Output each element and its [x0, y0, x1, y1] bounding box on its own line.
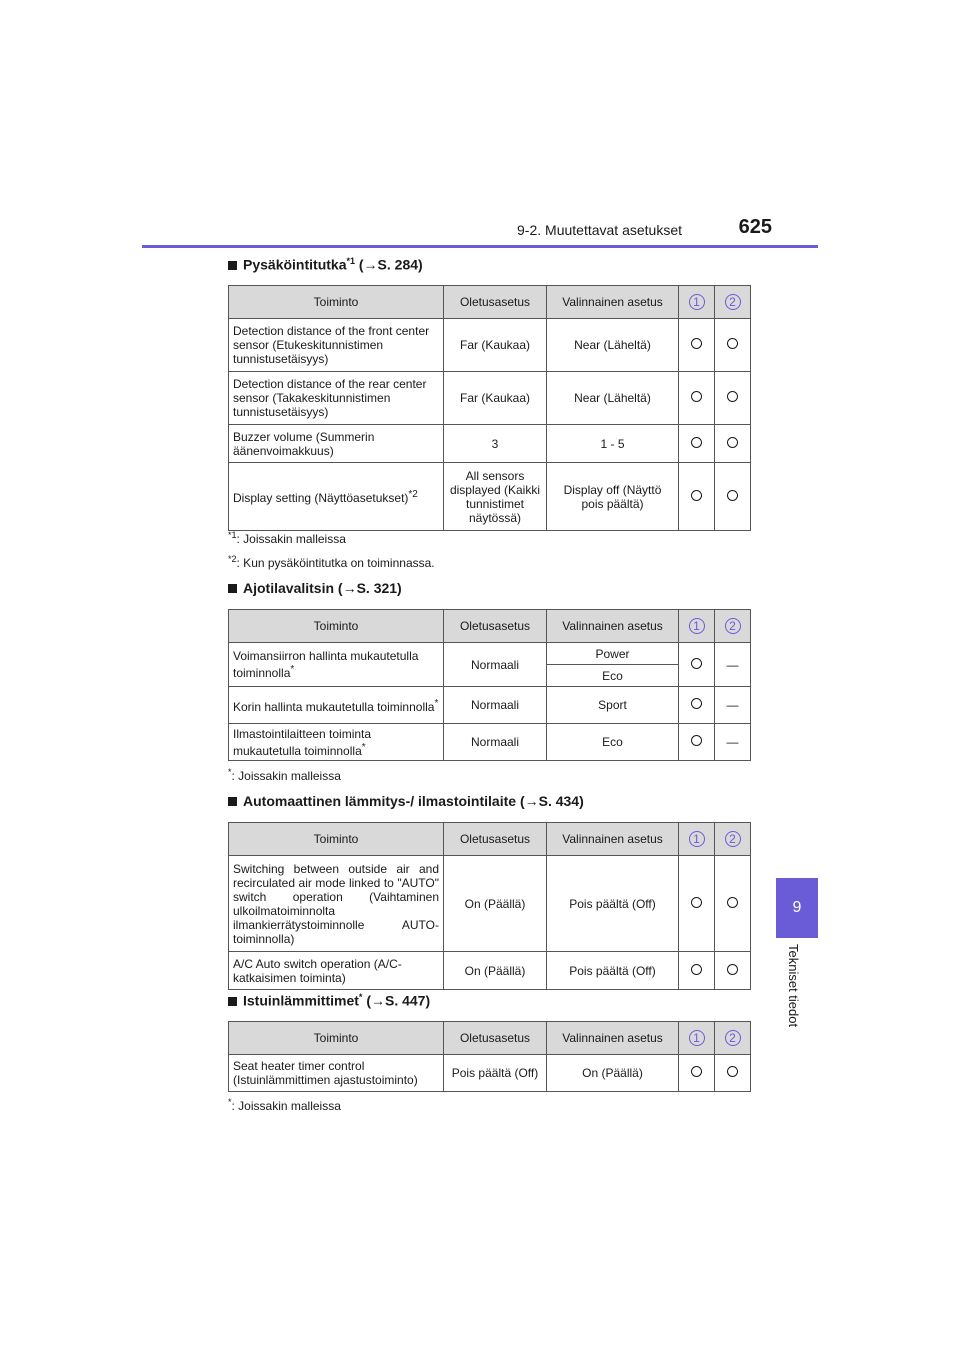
section-heading-drive-mode: Ajotilavalitsin (→S. 321): [228, 580, 402, 596]
square-bullet-icon: [228, 797, 237, 806]
column-1-badge: 1: [689, 618, 705, 634]
footnote: $^{*1}$: Joissakin malleissa: [228, 530, 346, 546]
ring-icon: [715, 856, 751, 952]
square-bullet-icon: [228, 997, 237, 1006]
table-header: Toiminto Oletusasetus Valinnainen asetus 1 2: [229, 286, 751, 319]
footnote: *: Joissakin malleissa: [228, 767, 341, 783]
table-row: A/C Auto switch operation (A/C-katkaisimen toiminta) On (Päällä) Pois päältä (Off): [229, 952, 751, 990]
footnote: *: Joissakin malleissa: [228, 1097, 341, 1113]
ring-icon: [679, 724, 715, 761]
ring-icon: [679, 856, 715, 952]
table-row: Ilmastointilaitteen toiminta mukautetulla toiminnolla* Normaali Eco —: [229, 724, 751, 761]
square-bullet-icon: [228, 261, 237, 270]
square-bullet-icon: [228, 584, 237, 593]
ring-icon: [679, 643, 715, 687]
page-number: 625: [738, 216, 772, 238]
ring-icon: [679, 425, 715, 463]
column-2-badge: 2: [725, 294, 741, 310]
ring-icon: [679, 1055, 715, 1092]
ring-icon: [679, 319, 715, 372]
chapter-tab: 9: [776, 878, 818, 938]
header-rule: [142, 245, 818, 248]
table-header: Toiminto Oletusasetus Valinnainen asetus 1 2: [229, 610, 751, 643]
ring-icon: [679, 687, 715, 724]
table-header: Toiminto Oletusasetus Valinnainen asetus 1 2: [229, 823, 751, 856]
table-row: Detection distance of the rear center sensor (Takakeskitunnistimen tunnistusetäisyys) Far (Kaukaa) Near (Läheltä): [229, 372, 751, 425]
table-header: Toiminto Oletusasetus Valinnainen asetus 1 2: [229, 1022, 751, 1055]
ring-icon: [715, 463, 751, 531]
table-seat-heaters: [228, 1021, 751, 1092]
ring-icon: [715, 425, 751, 463]
ring-icon: [715, 1055, 751, 1092]
table-row: Korin hallinta mukautetulla toiminnolla* Normaali Sport —: [229, 687, 751, 724]
section-title: 9-2. Muutettavat asetukset: [517, 222, 682, 238]
table-row: Switching between outside air and recirculated air mode linked to "AUTO" switch operation (Vaihtaminen ulkoilmatoiminnolta ilmankierrätystoiminnolle AUTO-toiminnolla) On (Päällä) Pois päältä (Off): [229, 856, 751, 952]
footnote: $^{*2}$: Kun pysäköintitutka on toiminnassa.: [228, 554, 435, 570]
column-1-badge: 1: [689, 831, 705, 847]
column-2-badge: 2: [725, 831, 741, 847]
table-row: Voimansiirron hallinta mukautetulla toiminnolla* Normaali Power —: [229, 643, 751, 665]
ring-icon: [679, 372, 715, 425]
section-heading-parking-sensor: Pysäköintitutka$^{*1}$ (→S. 284): [228, 256, 423, 273]
column-1-badge: 1: [689, 294, 705, 310]
page-header: [142, 218, 818, 248]
table-row: Seat heater timer control (Istuinlämmittimen ajastustoiminto) Pois päältä (Off) On (Päällä): [229, 1055, 751, 1092]
ring-icon: [715, 372, 751, 425]
table-climate: [228, 822, 751, 990]
column-2-badge: 2: [725, 1030, 741, 1046]
ring-icon: [679, 952, 715, 990]
column-1-badge: 1: [689, 1030, 705, 1046]
table-row: Eco: [229, 665, 751, 687]
section-heading-seat-heaters: Istuinlämmittimet* (→S. 447): [228, 992, 430, 1009]
table-parking-sensor: [228, 285, 751, 531]
column-2-badge: 2: [725, 618, 741, 634]
ring-icon: [715, 319, 751, 372]
table-row: Display setting (Näyttöasetukset)$^{*2}$ All sensors displayed (Kaikki tunnistimet näytössä) Display off (Näyttö pois päältä): [229, 463, 751, 531]
ring-icon: [679, 463, 715, 531]
ring-icon: [715, 952, 751, 990]
table-drive-mode: [228, 609, 751, 761]
table-row: Buzzer volume (Summerin äänenvoimakkuus) 3 1 - 5: [229, 425, 751, 463]
section-heading-climate: Automaattinen lämmitys-/ ilmastointilaite (→S. 434): [228, 793, 584, 809]
table-row: Detection distance of the front center sensor (Etukeskitunnistimen tunnistusetäisyys) Far (Kaukaa) Near (Läheltä): [229, 319, 751, 372]
chapter-label: Tekniset tiedot: [786, 944, 801, 1028]
